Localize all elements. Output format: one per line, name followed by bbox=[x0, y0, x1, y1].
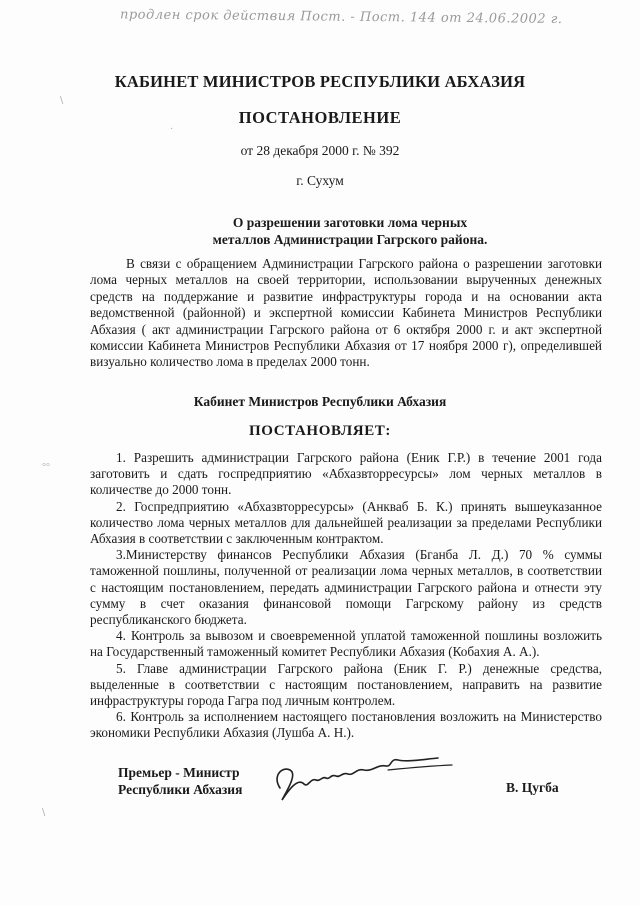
handwritten-note: продлен срок действия Пост. - Пост. 144 от 24.06.2002 г. bbox=[119, 7, 563, 28]
intro-paragraph: В связи с обращением Администрации Гагрского района о разрешении заготовки лома черных металлов на своей территории, использовании вырученных денежных средств на поддержание и развитие инфраструктуры города и на основании акта ведомственной (районной) и экспертной комиссии Кабинета Министров Республики Абхазия ( акт администрации Гагрского района от 6 октября 2000 г. и акт экспертной комиссии Кабинета Министров Республики Абхазия от 17 ноября 2000 г), определившей визуально количество лома в пределах 2000 тонн. bbox=[90, 256, 602, 370]
signatory-position-line-1: Премьер - Министр bbox=[118, 765, 240, 780]
date-line: от 28 декабря 2000 г. № 392 bbox=[240, 143, 400, 158]
handwritten-signature bbox=[268, 748, 458, 808]
signatory-position-line-2: Республики Абхазия bbox=[118, 782, 243, 797]
resolution-item: 4. Контроль за вывозом и своевременной уплатой таможенной пошлины возложить на Государственный таможенный комитет Республики Абхазия (Кобахия А. А.). bbox=[90, 628, 602, 660]
scan-speck: °° bbox=[42, 462, 50, 473]
resolution-item: 3.Министерству финансов Республики Абхазия (Бганба Л. Д.) 70 % суммы таможенной пошлины, полученной от реализации лома черных металлов, в соответствии с настоящим постановлением, передать администрации Гагрского района и отнести эту сумму в счет оказания финансовой помощи Гагрскому району из средств республиканского бюджета. bbox=[90, 547, 602, 628]
resolution-item: 2. Госпредприятию «Абхазвторресурсы» (Анкваб Б. К.) принять вышеуказанное количество лома черных металлов для дальнейшей реализации за пределами Республики Абхазия в соответствии с заключенным контрактом. bbox=[90, 498, 602, 547]
signatory-position bbox=[118, 764, 242, 798]
resolves-heading: ПОСТАНОВЛЯЕТ: bbox=[248, 423, 392, 439]
subject-heading bbox=[180, 214, 520, 248]
signatory-name: В. Цугба bbox=[506, 780, 559, 795]
resolution-item: 6. Контроль за исполнением настоящего постановления возложить на Министерство экономики Республики Абхазия (Лушба А. Н.). bbox=[90, 709, 602, 741]
scan-speck: ∖ bbox=[40, 808, 47, 819]
resolution-items bbox=[90, 450, 602, 742]
city-line: г. Сухум bbox=[296, 173, 344, 188]
subject-line-1: О разрешении заготовки лома черных bbox=[232, 215, 468, 230]
resolution-item: 1. Разрешить администрации Гагрского района (Еник Г.Р.) в течение 2001 года заготовить и сдать госпредприятию «Абхазвторресурсы» лом черных металлов в количестве до 2000 тонн. bbox=[90, 450, 602, 498]
document-type: ПОСТАНОВЛЕНИЕ bbox=[238, 108, 402, 127]
scan-speck: ∖ bbox=[58, 96, 65, 107]
cabinet-line: Кабинет Министров Республики Абхазия bbox=[193, 394, 447, 409]
subject-line-2: металлов Администрации Гагрского района. bbox=[212, 232, 488, 247]
intro-paragraph-block bbox=[90, 256, 602, 371]
scan-speck: · bbox=[170, 124, 174, 135]
resolution-item: 5. Главе администрации Гагрского района (Еник Г. Р.) денежные средства, выделенные в соответствии с настоящим постановлением, направить на развитие инфраструктуры города Гагра под личным контролем. bbox=[90, 660, 602, 709]
organization-title: КАБИНЕТ МИНИСТРОВ РЕСПУБЛИКИ АБХАЗИЯ bbox=[114, 72, 526, 91]
